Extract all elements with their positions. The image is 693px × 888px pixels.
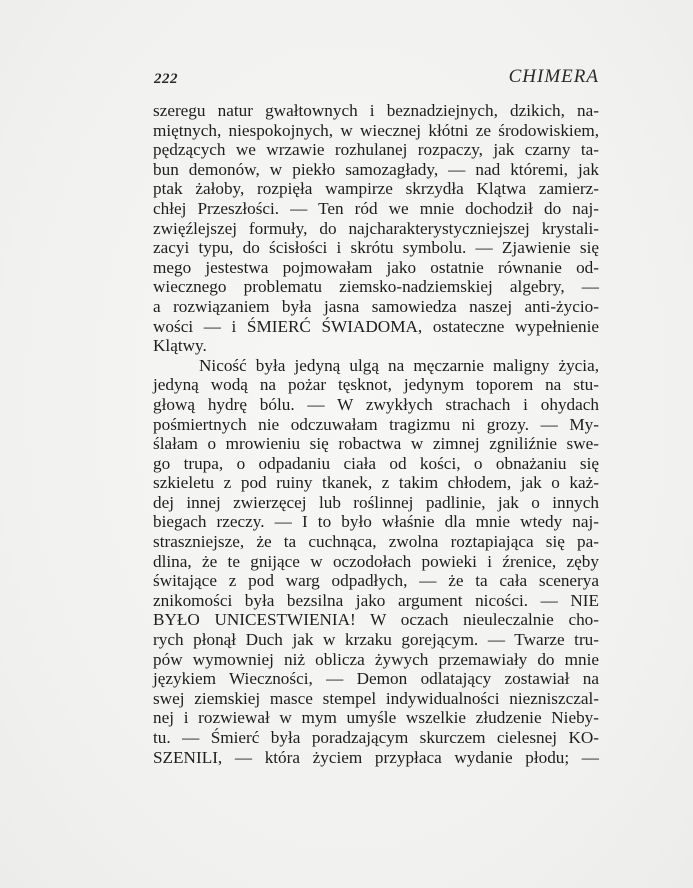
text-line: ślałam o mrowieniu się robactwa w zimnej zgniliźnie swe- [153,434,599,454]
text-line: znikomości była bezsilna jako argument nicości. — NIE [153,590,599,610]
text-line: chłej Przeszłości. — Ten ród we mnie dochodził do naj- [153,198,599,218]
text-line: a rozwiązaniem była jasna samowiedza naszej anti-życio- [153,296,599,316]
text-line: bun demonów, w piekło samozagłady, — nad któremi, jak [153,159,599,179]
text-line: miętnych, niespokojnych, w wiecznej kłótni ze środowiskiem, [153,120,599,140]
text-line: językiem Wieczności, — Demon odlatający zostawiał na [153,669,599,689]
text-line: rych płonął Duch jak w krzaku gorejącym. — Twarze tru- [153,630,599,650]
text-line: dej innej zwierzęcej lub roślinnej padlinie, jak o innych [153,492,599,512]
text-line: świtające z pod warg odpadłych, — że ta cała scenerya [153,571,599,591]
text-line: tu. — Śmierć była poradzającym skurczem cielesnej KO- [153,728,599,747]
paragraph-end-line: Klątwy. [153,336,207,356]
text-line: zacyi typu, do ścisłości i skrótu symbolu. — Zjawienie się [153,238,599,258]
text-line: straszniejsze, że ta cuchnąca, zwolna roztapiająca się pa- [153,532,599,552]
text-line: szkieletu z pod ruiny tkanek, z takim chłodem, jak o każ- [153,473,599,493]
text-line: biegach rzeczy. — I to było właśnie dla mnie wtedy naj- [153,512,599,532]
text-line: pędzących we wrzawie rozhulanej rozpaczy, jak czarny ta- [153,140,599,160]
text-line: dlina, że te gnijące w oczodołach powieki i źrenice, zęby [153,551,599,571]
text-line: jedyną wodą na pożar tęsknot, jedynym toporem na stu- [153,375,599,395]
page-header [153,66,599,90]
text-line: go trupa, o odpadaniu ciała od kości, o obnażaniu się [153,453,599,473]
text-line: mego jestestwa pojmowałam jako ostatnie równanie od- [153,257,599,277]
text-line: wości — i ŚMIERĆ ŚWIADOMA, ostateczne wypełnienie [153,316,599,336]
text-line: swej ziemskiej masce stempel indywidualności niezniszczal- [153,688,599,708]
text-line: pośmiertnych nie odczuwałam tragizmu ni grozy. — My- [153,414,599,434]
text-line: ptak żałoby, rozpięła wampirze skrzydła Klątwa zamierz- [153,179,599,199]
running-title: CHIMERA [508,66,599,87]
text-line: SZENILI, — która życiem przypłaca wydanie płodu; — [153,747,599,767]
text-line: zwięźlejszej formuły, do najcharakterystyczniejszej krystali- [153,218,599,238]
text-line: wiecznego problematu ziemsko-nadziemskiej algebry, — [153,277,599,297]
text-line: BYŁO UNICESTWIENIA! W oczach nieuleczalnie cho- [153,610,599,630]
text-line: nej i rozwiewał w mym umyśle wszelkie złudzenie Nieby- [153,708,599,728]
text-line: szeregu natur gwałtownych i beznadziejnych, dzikich, na- [153,101,599,120]
text-line: głową hydrę bólu. — W zwykłych strachach i ohydach [153,394,599,414]
paragraph-start-line: Nicość była jedyną ulgą na męczarnie maligny życia, [199,355,599,375]
body-text [153,101,599,767]
text-line: pów wymowniej niż oblicza żywych przemawiały do mnie [153,649,599,669]
page-number: 222 [154,71,178,87]
